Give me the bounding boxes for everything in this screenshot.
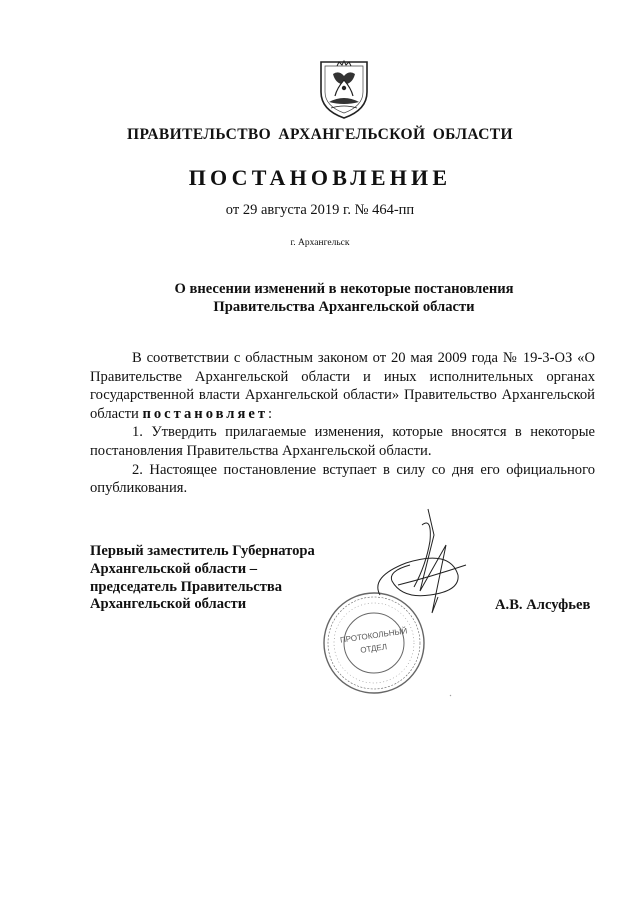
official-seal — [324, 593, 424, 693]
government-name: ПРАВИТЕЛЬСТВО АРХАНГЕЛЬСКОЙ ОБЛАСТИ — [126, 126, 513, 143]
document-body — [90, 349, 595, 498]
coat-of-arms-icon — [313, 58, 375, 120]
title-line-1: О внесении изменений в некоторые постановления — [174, 281, 514, 297]
document-type: ПОСТАНОВЛЕНИЕ — [188, 165, 452, 190]
signatory-name: А.В. Алсуфьев — [495, 597, 591, 613]
document-city: г. Архангельск — [290, 238, 350, 248]
document-title — [100, 280, 588, 316]
decrees-word: постановляет — [142, 405, 269, 422]
seal-and-signature — [310, 505, 485, 705]
title-line-2: Правительства Архангельской области — [213, 299, 475, 315]
seal-text-line-2: ОТДЕЛ — [359, 642, 388, 655]
item-1: 1. Утвердить прилагаемые изменения, которые вносятся в некоторые постановления Правительства Архангельской области. — [90, 424, 595, 459]
preamble-text: В соответствии с областным законом от 20 мая 2009 года № 19-3-ОЗ «О Правительстве Архангельской области и иных исполнительных органах государственной власти Архангельской области» Правительство Архангельской области — [90, 350, 595, 422]
seal-text-line-1: ПРОТОКОЛЬНЫЙ — [339, 626, 408, 645]
signatory-position — [90, 543, 315, 614]
preamble-paragraph — [90, 349, 595, 423]
document-date-number: от 29 августа 2019 г. № 464-пп — [225, 202, 415, 218]
position-line-3: председатель Правительства — [90, 578, 283, 595]
decrees-colon: : — [268, 405, 273, 422]
position-line-2: Архангельской области – — [90, 560, 258, 577]
position-line-4: Архангельской области — [90, 596, 247, 613]
handwritten-signature — [378, 509, 466, 613]
position-line-1: Первый заместитель Губернатора — [90, 543, 315, 559]
item-2: 2. Настоящее постановление вступает в силу со дня его официального опубликования. — [90, 461, 595, 497]
